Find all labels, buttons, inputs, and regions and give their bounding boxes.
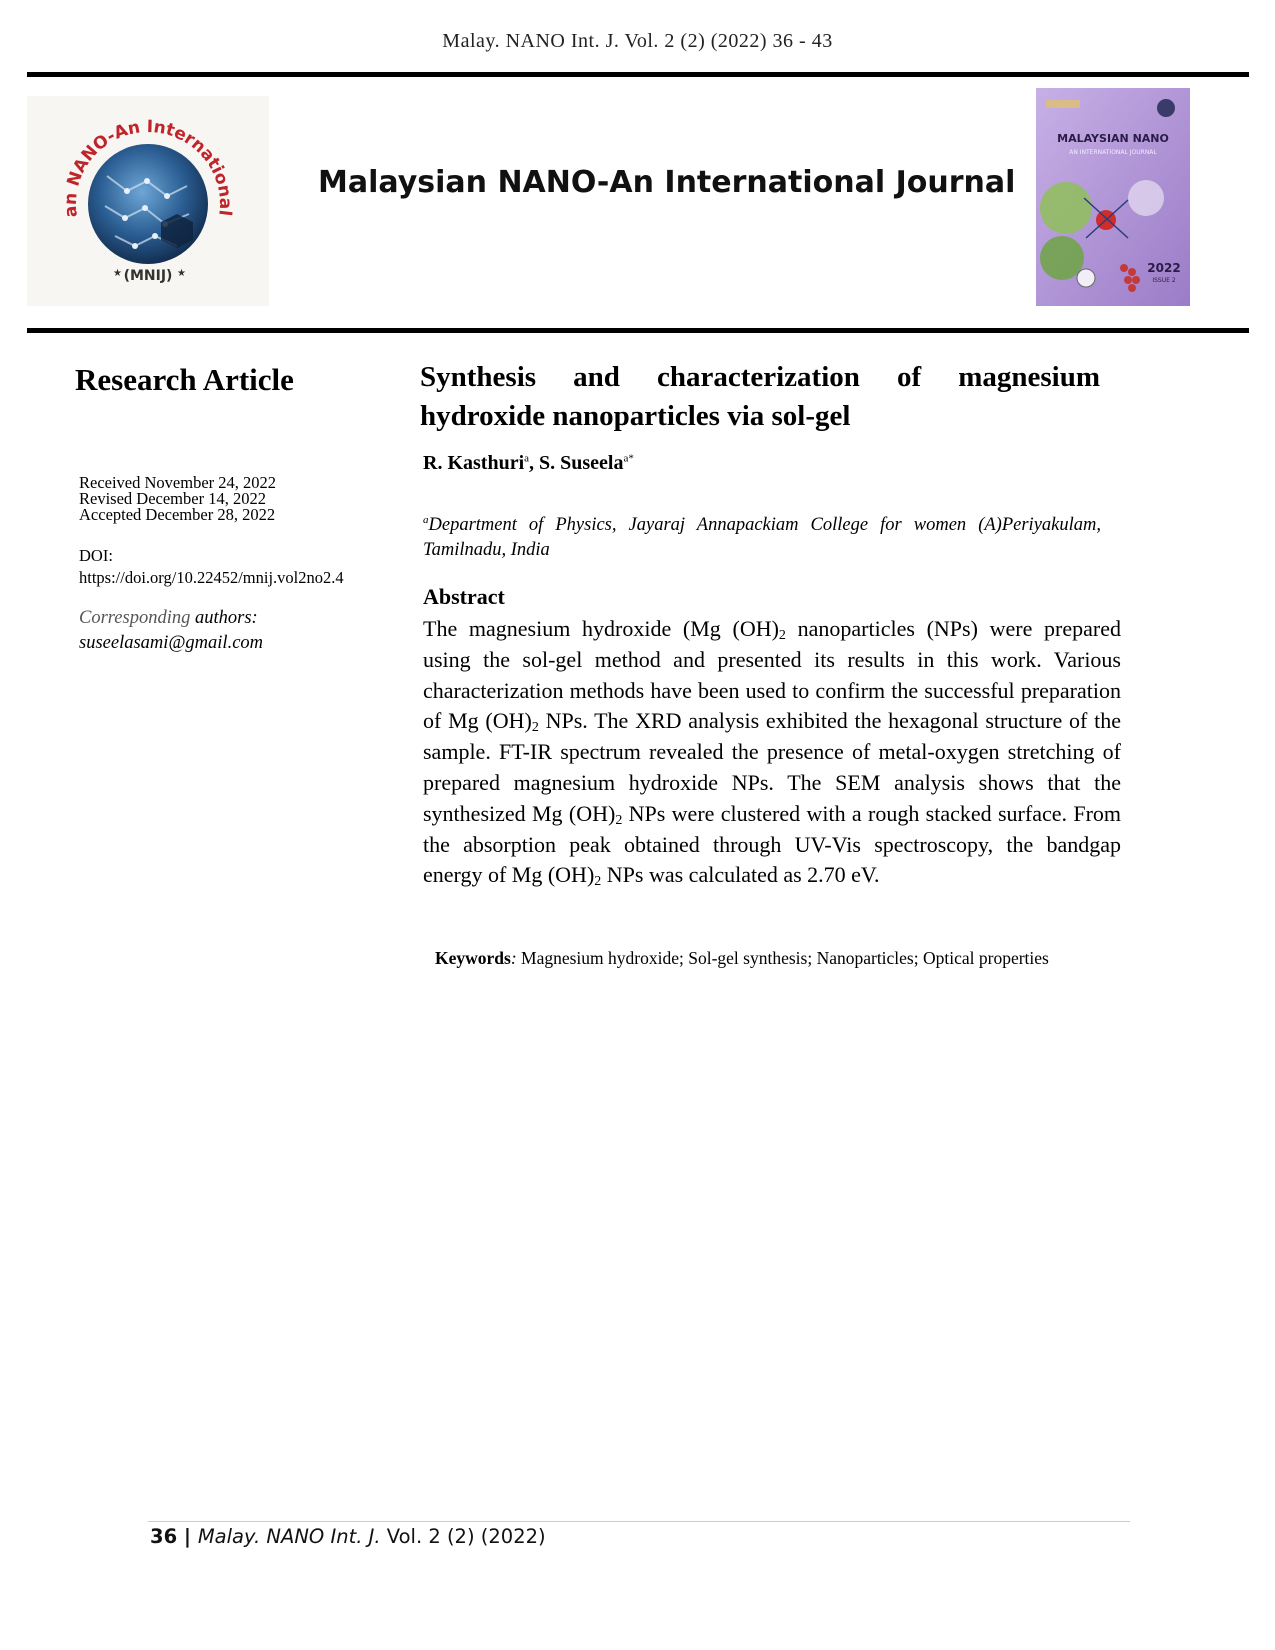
cover-issue: ISSUE 2 — [1152, 277, 1176, 284]
cover-year: 2022 — [1147, 261, 1181, 275]
journal-logo — [27, 96, 269, 306]
running-head: Malay. NANO Int. J. Vol. 2 (2) (2022) 36 - 43 — [442, 30, 833, 52]
svg-text:★: ★ — [177, 268, 186, 279]
footer-volume: Vol. 2 (2) (2022) — [380, 1525, 546, 1548]
page-number: 36 — [150, 1525, 178, 1548]
logo-emblem-icon — [27, 96, 269, 306]
doi-link[interactable]: https://doi.org/10.22452/mnij.vol2no2.4 — [79, 568, 344, 587]
article-title: Synthesis and characterization of magnesium hydroxide nanoparticles via sol-gel — [420, 361, 1100, 432]
keywords: Keywords: Magnesium hydroxide; Sol-gel synthesis; Nanoparticles; Optical properties — [435, 948, 1049, 968]
footer-rule — [148, 1521, 1130, 1522]
svg-text:Malaysian NANO-An Internationa: an NANO-An International — [60, 116, 236, 219]
header-rule-top — [27, 72, 1249, 77]
affiliation-mark: a — [423, 514, 429, 526]
journal-cover — [1036, 88, 1190, 306]
author-name: S. Suseela — [539, 452, 624, 474]
author-affil-mark: a* — [623, 452, 634, 465]
affiliation — [423, 508, 1101, 563]
accepted-date: Accepted December 28, 2022 — [79, 505, 276, 524]
author-name: R. Kasthuri — [423, 452, 525, 474]
affiliation-text: Department of Physics, Jayaraj Annapackiam College for women (A)Periyakulam, Tamilnadu, India — [423, 515, 1101, 561]
svg-text:★: ★ — [113, 268, 122, 279]
doi-label: DOI: — [79, 546, 113, 565]
received-date: Received November 24, 2022 — [79, 473, 277, 492]
header-rule-bottom — [27, 328, 1249, 333]
revised-date: Revised December 14, 2022 — [79, 489, 266, 508]
cover-title: MALAYSIAN NANO — [1057, 132, 1169, 145]
corresponding-author — [79, 606, 263, 656]
author-list — [423, 452, 634, 475]
author-affil-mark: a — [524, 452, 530, 465]
keywords-label: Keywords — [435, 948, 511, 968]
corresponding-label: Corresponding — [79, 608, 191, 628]
abstract-text: The magnesium hydroxide (Mg $(OH)_2$ nanoparticles (NPs) were prepared using the sol-gel method and presented its results in this work. Various characterization methods have been used to confirm the successful preparation of Mg $(OH)_2$ NPs. The XRD analysis exhibited the hexagonal structure of the sample. FT-IR spectrum revealed the presence of metal-oxygen stretching of prepared magnesium hydroxide NPs. The SEM analysis shows that the synthesized Mg $(OH)_2$ NPs were clustered with a rough stacked surface. From the absorption peak obtained through UV-Vis spectroscopy, the bandgap energy of Mg $(OH)_2$ NPs was calculated as 2.70 eV. — [423, 616, 1122, 890]
article-dates — [79, 475, 276, 523]
abstract-heading: Abstract — [423, 584, 505, 609]
corresponding-label-2: authors: — [194, 608, 258, 628]
article-type: Research Article — [75, 362, 294, 397]
doi-block — [79, 545, 344, 589]
journal-name: Malaysian NANO-An International Journal — [318, 165, 1016, 200]
corresponding-email[interactable]: suseelasami@gmail.com — [79, 633, 264, 653]
keywords-list: Magnesium hydroxide; Sol-gel synthesis; Nanoparticles; Optical properties — [516, 948, 1049, 968]
cover-subtitle: AN INTERNATIONAL JOURNAL — [1069, 149, 1157, 156]
logo-abbrev: (MNIJ) — [123, 268, 173, 284]
page-footer: 36 | Malay. NANO Int. J. Vol. 2 (2) (2022) — [150, 1525, 546, 1548]
author-separator: , — [529, 452, 540, 474]
footer-journal: Malay. NANO Int. J. — [197, 1525, 381, 1548]
